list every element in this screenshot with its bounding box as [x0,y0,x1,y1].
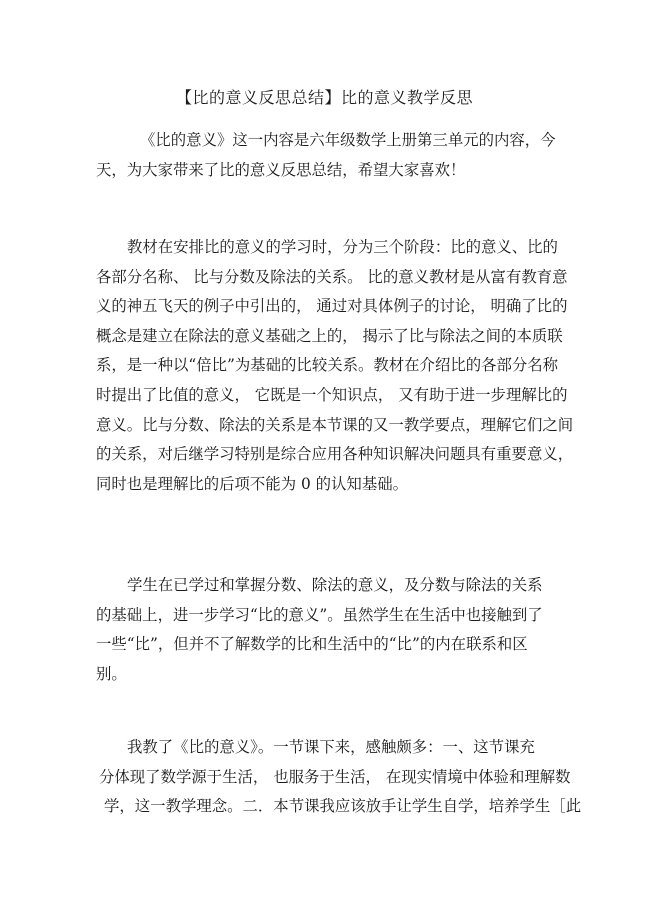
text-line: 学，这一教学理念。二．本节课我应该放手让学生自学，培养学生［此 [104,797,582,816]
text-line: 义的神五飞天的例子中引出的， 通过对具体例子的讨论， 明确了比的 [96,297,568,316]
paragraph-students [96,571,546,689]
text-line: 分体现了数学源于生活， 也服务于生活， 在现实情境中体验和理解数 [99,767,571,786]
text-line: 的基础上，进一步学习“比的意义”。虽然学生在生活中也接触到了 [96,605,543,624]
text-line: 时提出了比值的意义， 它既是一个知识点， 又有助于进一步理解比的 [96,385,568,404]
text-line: 天，为大家带来了比的意义反思总结，希望大家喜欢！ [96,160,466,179]
text-line: 同时也是理解比的后项不能为 0 的认知基础。 [96,474,408,493]
text-line: 系，是一种以“倍比”为基础的比较关系。教材在介绍比的各部分名称 [96,356,559,375]
text-line: 《比的意义》这一内容是六年级数学上册第三单元的内容，今 [140,131,556,149]
text-line: 意义。比与分数、除法的关系是本节课的又一教学要点，理解它们之间 [96,415,574,434]
paragraph-intro [96,126,556,185]
paragraph-textbook [96,233,574,499]
text-line: 一些“比”，但并不了解数学的比和生活中的“比”的内在联系和区 [96,635,528,654]
text-line: 我教了《比的意义》。一节课下来，感触颇多：一、这节课充 [127,738,535,756]
text-line: 教材在安排比的意义的学习时，分为三个阶段：比的意义、比的 [127,238,558,256]
text-line: 学生在已学过和掌握分数、除法的意义，及分数与除法的关系 [127,576,543,594]
text-line: 的关系，对后继学习特别是综合应用各种知识解决问题具有重要意义， [96,445,574,464]
paragraph-reflection [96,733,582,822]
document-title: 【比的意义反思总结】比的意义教学反思 [175,88,473,107]
text-line: 概念是建立在除法的意义基础之上的， 揭示了比与除法之间的本质联 [96,326,563,345]
text-line: 别。 [96,664,127,683]
text-line: 各部分名称、 比与分数及除法的关系。 比的意义教材是从富有教育意 [96,267,568,286]
